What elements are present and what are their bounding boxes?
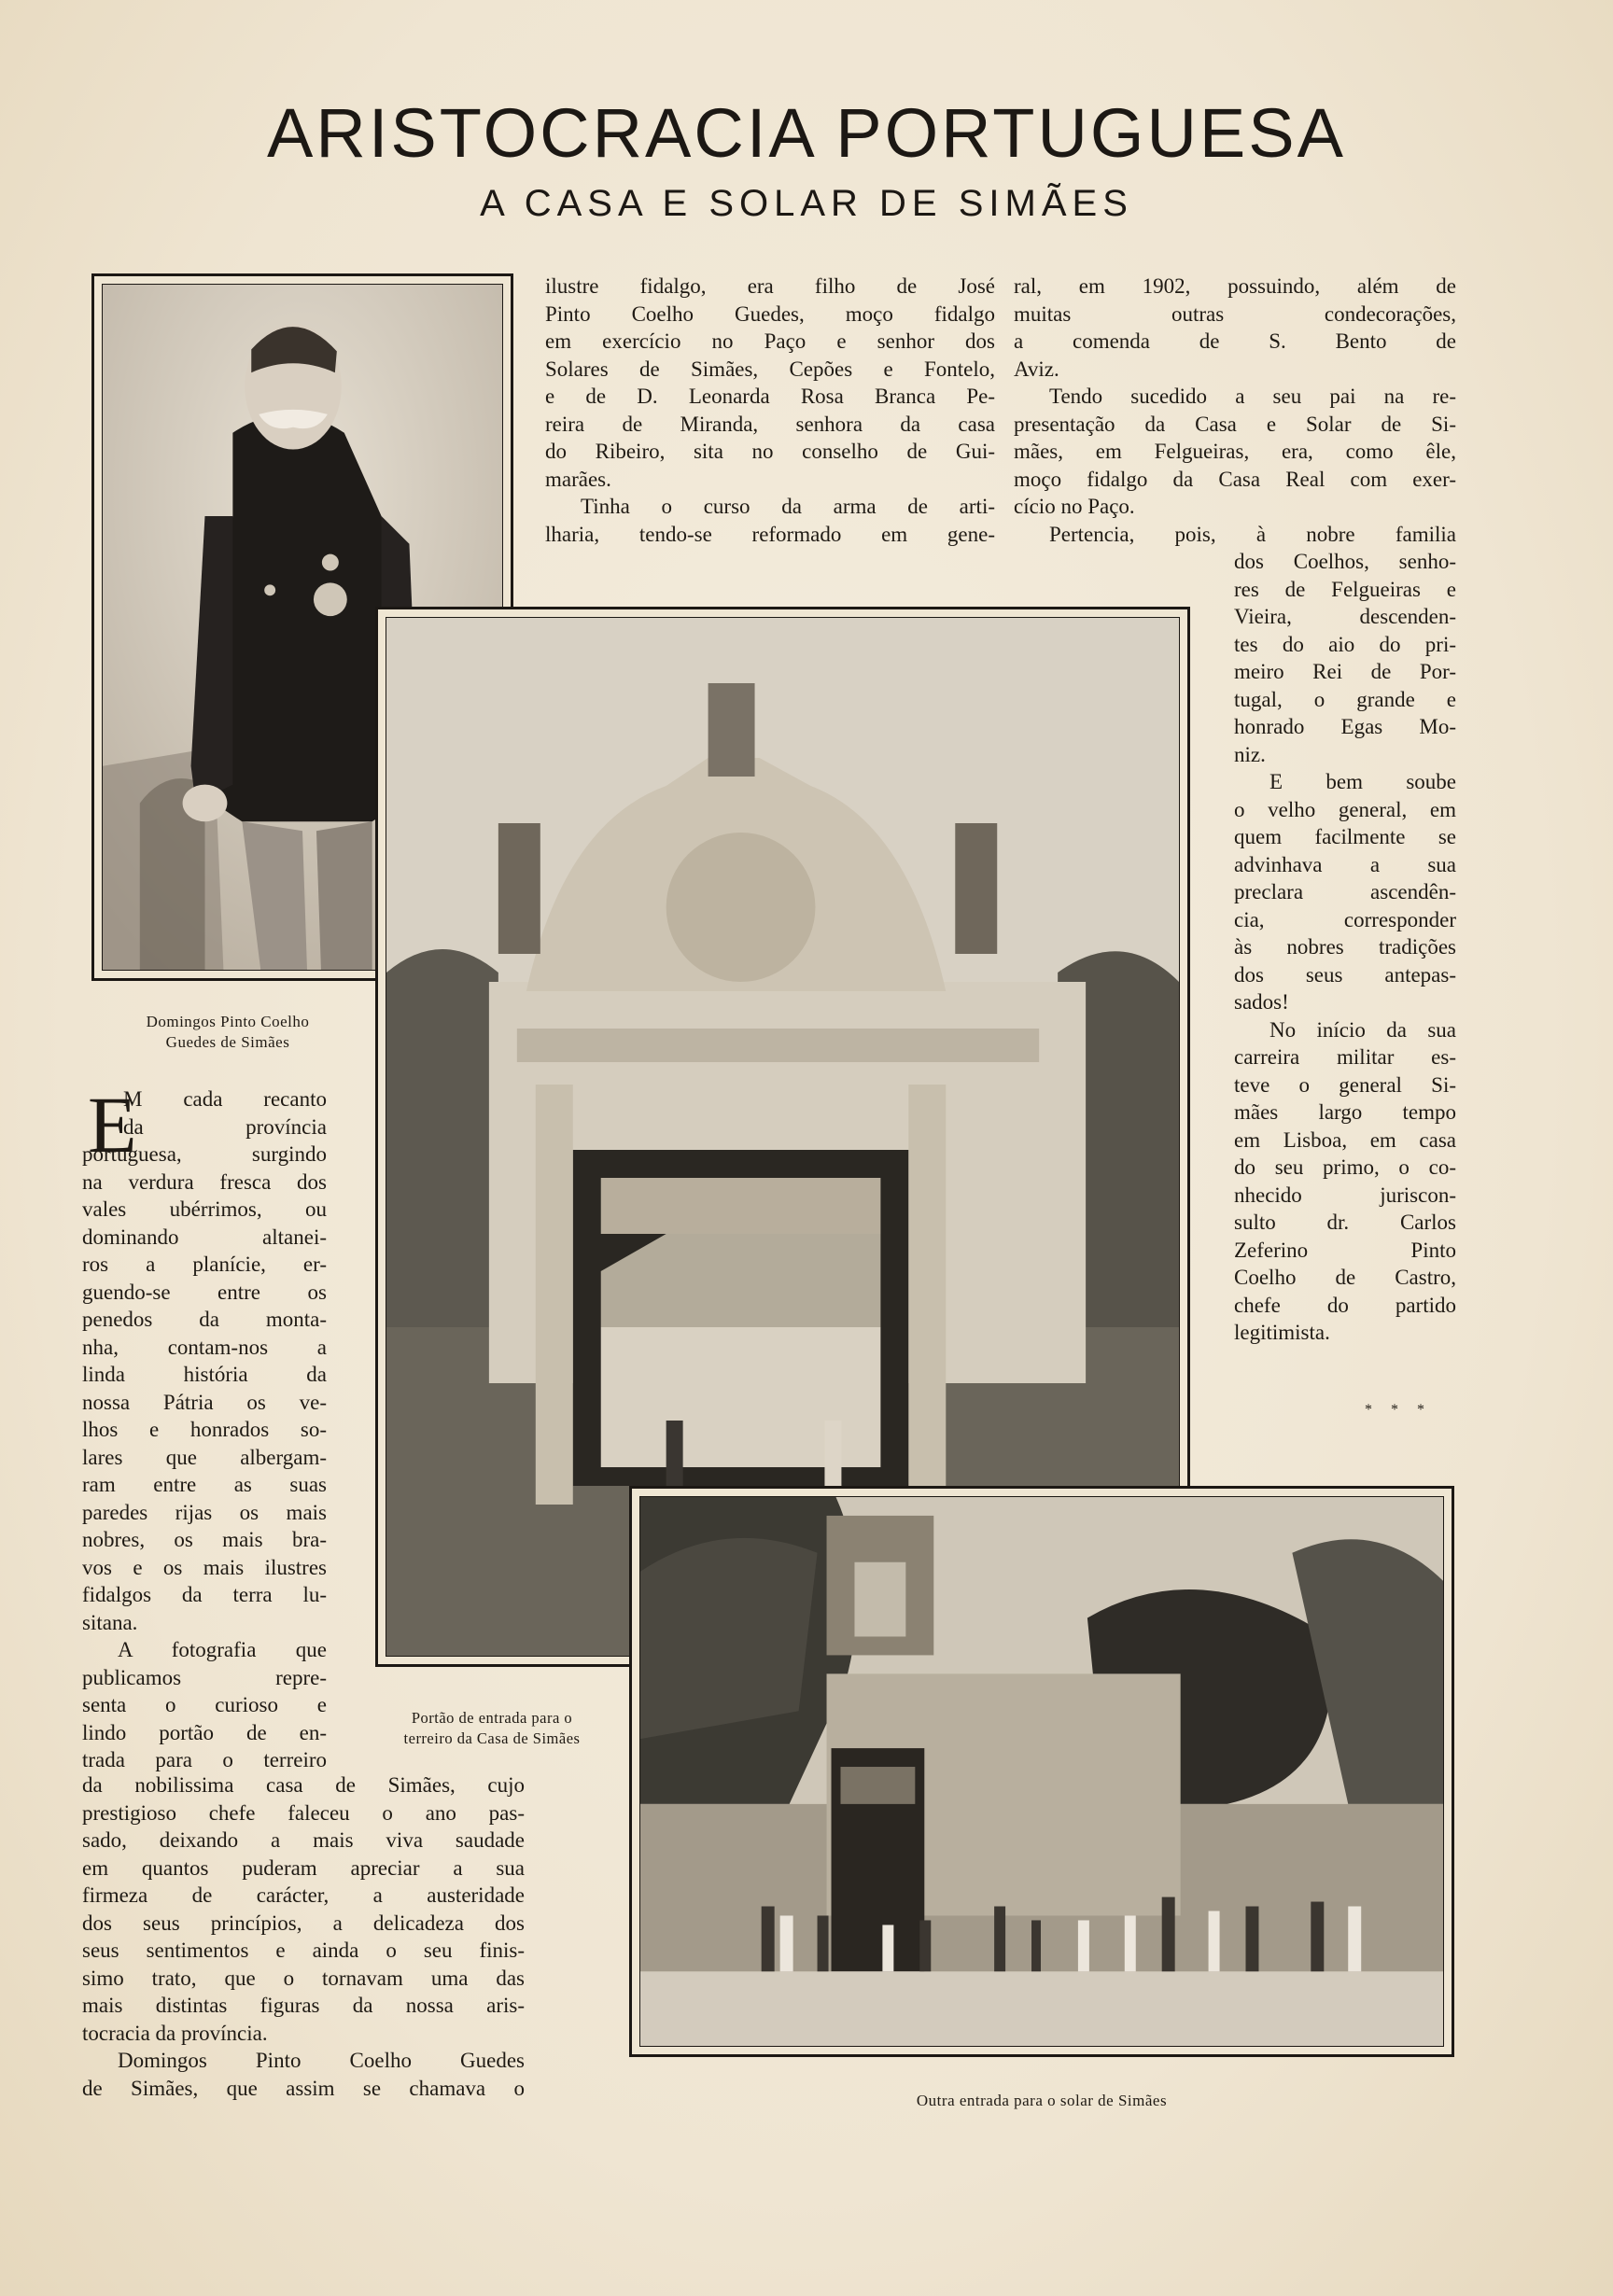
- text-line: cia, corresponder: [1234, 907, 1456, 931]
- text-line: do Ribeiro, sita no conselho de Gui-: [545, 440, 995, 463]
- text-line: lindo portão de en-: [82, 1720, 327, 1744]
- text-line: A fotografia que: [118, 1638, 327, 1661]
- text-line: Vieira, descenden-: [1234, 605, 1456, 628]
- text-line: mães largo tempo: [1234, 1100, 1456, 1124]
- text-line: presentação da Casa e Solar de Si-: [1014, 412, 1456, 436]
- text-line: tugal, o grande e: [1234, 687, 1456, 711]
- text-line: Aviz.: [1014, 357, 1059, 381]
- text-line: tocracia da província.: [82, 2021, 268, 2045]
- text-line: simo trato, que o tornavam uma das: [82, 1966, 525, 1990]
- text-line: prestigioso chefe faleceu o ano pas-: [82, 1800, 525, 1825]
- text-line: honrado Egas Mo-: [1234, 715, 1456, 738]
- gate-caption: [357, 1708, 627, 1749]
- text-line: e de D. Leonarda Rosa Branca Pe-: [545, 385, 995, 408]
- text-line: teve o general Si-: [1234, 1072, 1456, 1097]
- text-line: sulto dr. Carlos: [1234, 1211, 1456, 1234]
- text-line: legitimista.: [1234, 1321, 1330, 1344]
- text-line: do seu primo, o co-: [1234, 1155, 1456, 1179]
- text-line: firmeza de carácter, a austeridade: [82, 1883, 525, 1907]
- text-line: de Simães, que assim se chamava o: [82, 2076, 525, 2100]
- text-line: cício no Paço.: [1014, 495, 1135, 518]
- caption-line: terreiro da Casa de Simães: [403, 1729, 581, 1747]
- page-title: ARISTOCRACIA PORTUGUESA: [267, 94, 1346, 172]
- text-line: E bem soube: [1269, 770, 1456, 793]
- text-line: vos e os mais ilustres: [82, 1555, 327, 1579]
- text-line: Coelho de Castro,: [1234, 1266, 1456, 1289]
- text-line: Domingos Pinto Coelho Guedes: [118, 2049, 525, 2072]
- text-line: nhecido juriscon-: [1234, 1183, 1456, 1207]
- text-line: trada para o terreiro: [82, 1748, 327, 1771]
- text-line: fidalgos da terra lu-: [82, 1583, 327, 1606]
- text-line: lares que albergam-: [82, 1445, 327, 1469]
- text-line: em Lisboa, em casa: [1234, 1127, 1456, 1152]
- text-line: às nobres tradições: [1234, 935, 1456, 959]
- text-line: preclara ascendên-: [1234, 880, 1456, 903]
- text-line: moço fidalgo da Casa Real com exer-: [1014, 467, 1456, 491]
- text-line: tes do aio do pri-: [1234, 632, 1456, 656]
- text-line: nobres, os mais bra-: [82, 1528, 327, 1551]
- caption-line: Guedes de Simães: [165, 1033, 290, 1051]
- portrait-caption: [91, 1012, 364, 1053]
- text-line: lhos e honrados so-: [82, 1418, 327, 1441]
- text-line: lharia, tendo-se reformado em gene-: [545, 522, 995, 546]
- column-1-text: [82, 1080, 327, 1774]
- second-gate-image: [640, 1497, 1443, 2046]
- second-gate-photo: [629, 1486, 1454, 2057]
- text-line: dos seus princípios, a delicadeza dos: [82, 1911, 525, 1935]
- text-line: mais distintas figuras da nossa aris-: [82, 1994, 525, 2017]
- text-line: chefe do partido: [1234, 1293, 1456, 1317]
- text-line: quem facilmente se: [1234, 825, 1456, 848]
- text-line: dominando altanei-: [82, 1225, 327, 1249]
- text-line: portuguesa, surgindo: [82, 1142, 327, 1166]
- text-line: na verdura fresca dos: [82, 1169, 327, 1194]
- text-line: No início da sua: [1269, 1017, 1456, 1042]
- text-line: publicamos repre-: [82, 1665, 327, 1689]
- text-line: em exercício no Paço e senhor dos: [545, 329, 995, 353]
- text-line: senta o curioso e: [82, 1693, 327, 1716]
- text-line: Pinto Coelho Guedes, moço fidalgo: [545, 301, 995, 326]
- text-line: nossa Pátria os ve-: [82, 1390, 327, 1414]
- text-line: sados!: [1234, 990, 1289, 1014]
- text-line: muitas outras condecorações,: [1014, 301, 1456, 326]
- column-3-continued-text: [1234, 548, 1456, 1347]
- text-line: ram entre as suas: [82, 1473, 327, 1496]
- text-line: penedos da monta-: [82, 1308, 327, 1331]
- column-3-text: [1014, 273, 1456, 548]
- text-line: guendo-se entre os: [82, 1280, 327, 1304]
- text-line: em quantos puderam apreciar a sua: [82, 1855, 525, 1880]
- text-line: nha, contam-nos a: [82, 1335, 327, 1359]
- text-line: advinhava a sua: [1234, 852, 1456, 876]
- text-line: ilustre fidalgo, era filho de José: [545, 274, 995, 298]
- caption-line: Portão de entrada para o: [411, 1709, 573, 1727]
- text-line: reira de Miranda, senhora da casa: [545, 412, 995, 436]
- text-line: da província: [123, 1114, 327, 1139]
- text-line: mães, em Felgueiras, era, como êle,: [1014, 440, 1456, 463]
- drop-cap: E: [88, 1080, 137, 1169]
- text-line: vales ubérrimos, ou: [82, 1197, 327, 1221]
- text-line: Pertencia, pois, à nobre familia: [1049, 522, 1456, 546]
- text-line: res de Felgueiras e: [1234, 577, 1456, 601]
- text-line: Solares de Simães, Cepões e Fontelo,: [545, 357, 995, 381]
- text-line: M cada recanto: [123, 1087, 327, 1111]
- text-line: o velho general, em: [1234, 797, 1456, 821]
- text-line: ral, em 1902, possuindo, além de: [1014, 274, 1456, 298]
- caption-line: Domingos Pinto Coelho: [146, 1013, 310, 1030]
- second-gate-caption: Outra entrada para o solar de Simães: [916, 2092, 1168, 2109]
- text-line: dos seus antepas-: [1234, 962, 1456, 987]
- text-line: niz.: [1234, 742, 1266, 766]
- text-line: meiro Rei de Por-: [1234, 660, 1456, 683]
- text-line: seus sentimentos e ainda o seu finis-: [82, 1939, 525, 1962]
- column-2-text: [545, 273, 995, 548]
- text-line: a comenda de S. Bento de: [1014, 329, 1456, 353]
- text-line: Tendo sucedido a seu pai na re-: [1049, 385, 1456, 408]
- text-line: Tinha o curso da arma de arti-: [581, 495, 995, 518]
- text-line: dos Coelhos, senho-: [1234, 550, 1456, 573]
- text-line: paredes rijas os mais: [82, 1500, 327, 1524]
- text-line: carreira militar es-: [1234, 1045, 1456, 1069]
- column-1-continued-text: [82, 1771, 525, 2102]
- text-line: da nobilissima casa de Simães, cujo: [82, 1773, 525, 1797]
- page-subtitle: A CASA E SOLAR DE SIMÃES: [480, 183, 1133, 224]
- section-separator: * * *: [1365, 1402, 1432, 1418]
- text-line: sitana.: [82, 1610, 138, 1634]
- text-line: sado, deixando a mais viva saudade: [82, 1828, 525, 1852]
- text-line: marães.: [545, 467, 611, 491]
- text-line: linda história da: [82, 1363, 327, 1386]
- text-line: ros a planície, er-: [82, 1253, 327, 1276]
- text-line: Zeferino Pinto: [1234, 1238, 1456, 1262]
